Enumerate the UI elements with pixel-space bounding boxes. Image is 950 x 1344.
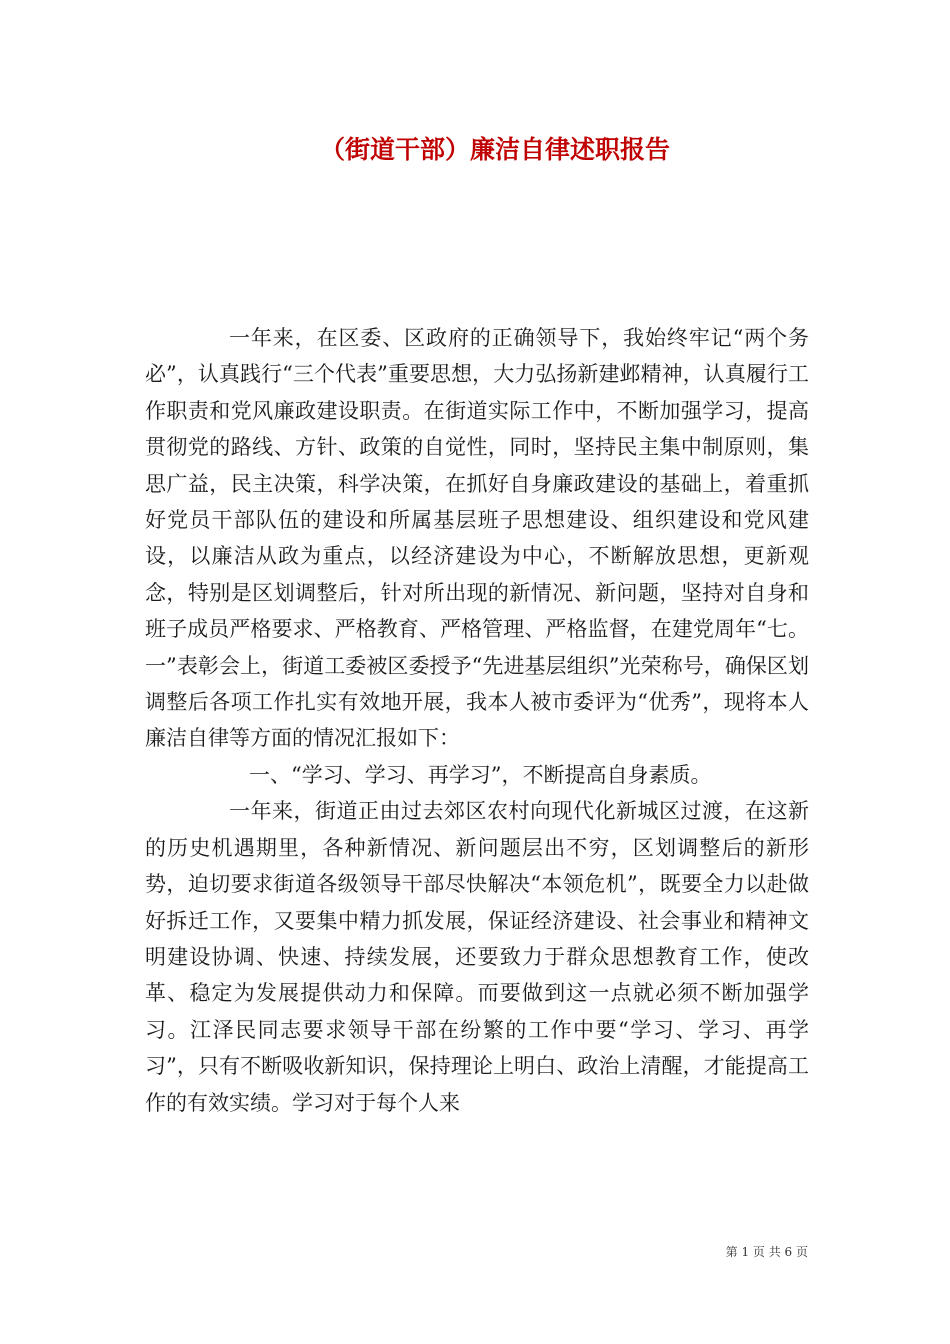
document-title: （街道干部）廉洁自律述职报告 [319,135,670,164]
document-body [145,320,809,1121]
page-number-footer: 第 1 页 共 6 页 [725,1245,808,1259]
section-heading: 一、“学习、学习、再学习”，不断提高自身素质。 [249,762,712,787]
paragraph-section-one: 一年来，街道正由过去郊区农村向现代化新城区过渡，在这新的历史机遇期里，各种新情况、新问题层出不穷，区划调整后的新形势，迫切要求街道各级领导干部尽快解决“本领危机”，既要全力以赴做好拆迁工作，又要集中精力抓发展，保证经济建设、社会事业和精神文明建设协调、快速、持续发展，还要致力于群众思想教育工作，使改革、稳定为发展提供动力和保障。而要做到这一点就必须不断加强学习。江泽民同志要求领导干部在纷繁的工作中要“学习、学习、再学习”，只有不断吸收新知识，保持理论上明白、政治上清醒，才能提高工作的有效实绩。学习对于每个人来 [145,799,809,1115]
paragraph-intro: 一年来，在区委、区政府的正确领导下，我始终牢记“两个务必”，认真践行“三个代表”重要思想，大力弘扬新建邺精神，认真履行工作职责和党风廉政建设职责。在街道实际工作中，不断加强学习，提高贯彻党的路线、方针、政策的自觉性，同时，坚持民主集中制原则，集思广益，民主决策，科学决策，在抓好自身廉政建设的基础上，着重抓好党员干部队伍的建设和所属基层班子思想建设、组织建设和党风建设，以廉洁从政为重点，以经济建设为中心，不断解放思想，更新观念，特别是区划调整后，针对所出现的新情况、新问题，坚持对自身和班子成员严格要求、严格教育、严格管理、严格监督，在建党周年“七。一”表彰会上，街道工委被区委授予“先进基层组织”光荣称号，确保区划调整后各项工作扎实有效地开展，我本人被市委评为“优秀”，现将本人廉洁自律等方面的情况汇报如下： [145,326,809,751]
